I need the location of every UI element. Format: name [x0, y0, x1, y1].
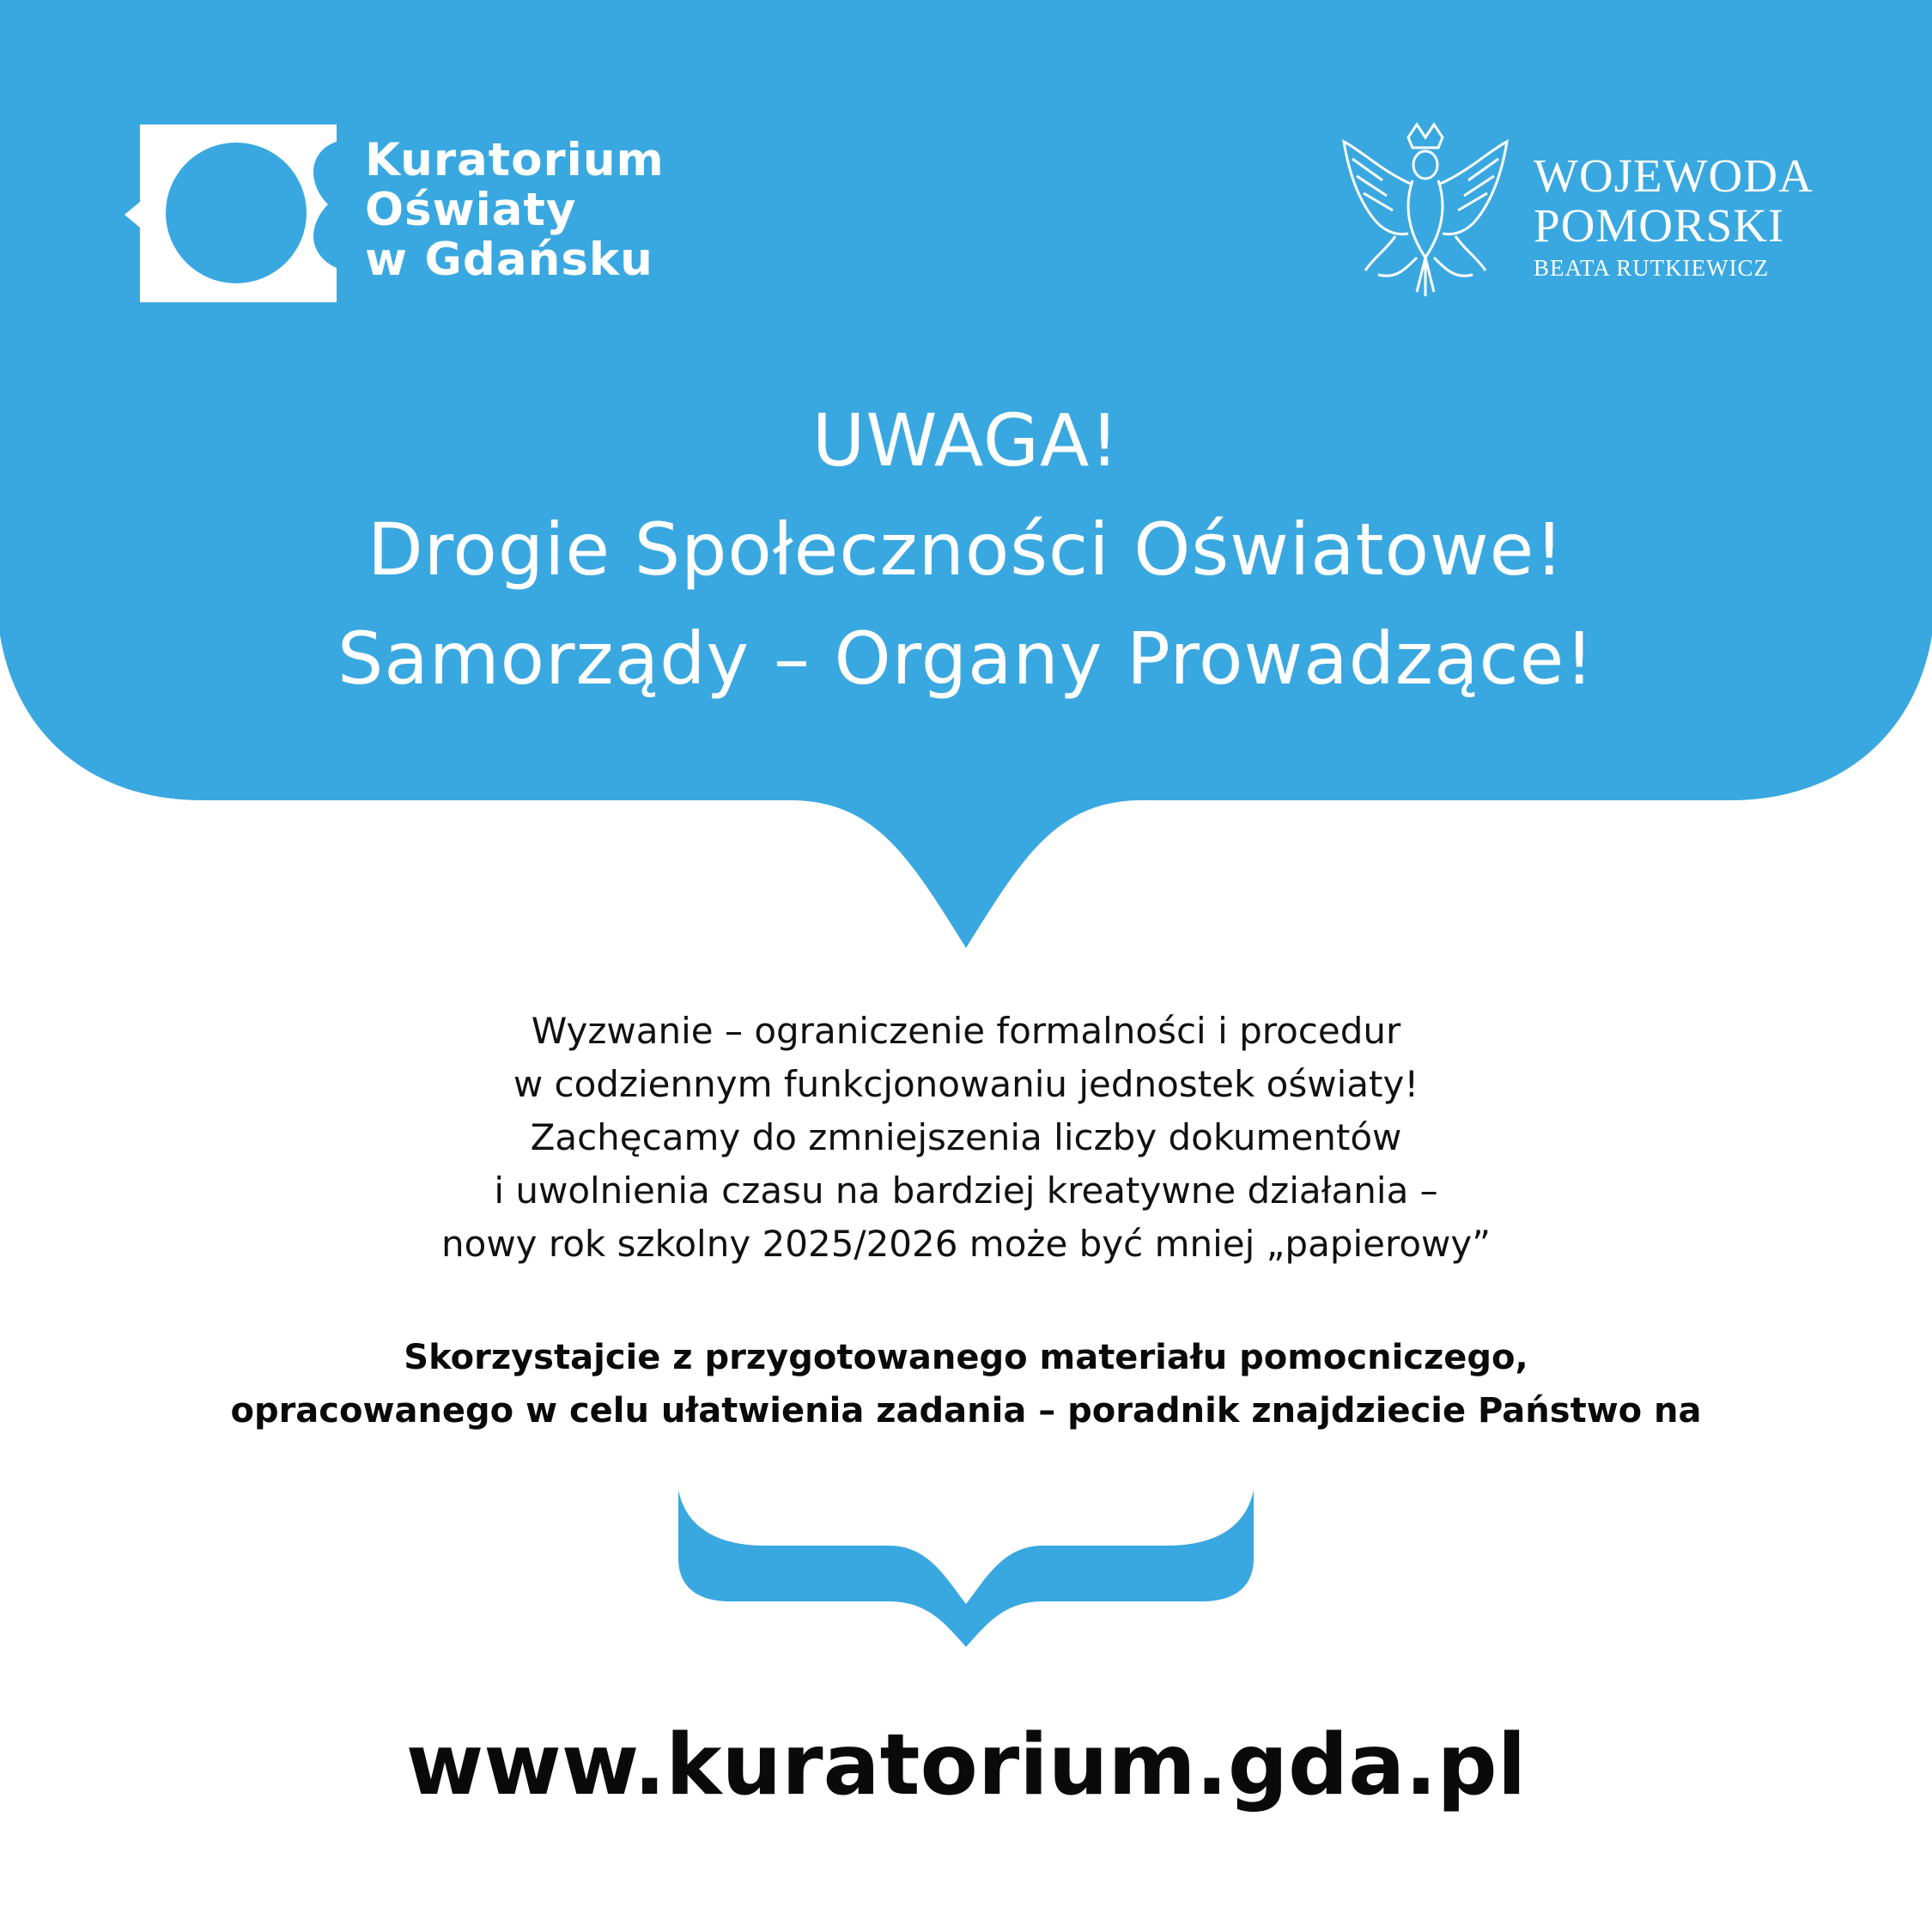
headline-line-2: Drogie Społeczności Oświatowe! [367, 507, 1565, 592]
wojewoda-name: BEATA RUTKIEWICZ [1534, 255, 1770, 281]
website-link[interactable]: www.kuratorium.gda.pl [405, 1716, 1527, 1814]
body-line-2: w codziennym funkcjonowaniu jednostek oświaty! [513, 1063, 1419, 1105]
kuratorium-emblem-icon [125, 125, 337, 302]
brace-divider [678, 1490, 1254, 1647]
body-line-4: i uwolnienia czasu na bardziej kreatywne działania – [494, 1170, 1438, 1212]
kuratorium-line-3: w Gdańsku [365, 234, 653, 286]
body-line-5: nowy rok szkolny 2025/2026 może być mniej „papierowy” [441, 1223, 1491, 1265]
wojewoda-logo-text [1534, 151, 1814, 285]
callout-paragraph [0, 1331, 1932, 1437]
callout-line-2: opracowanego w celu ułatwienia zadania – poradnik znajdziecie Państwo na [230, 1391, 1702, 1431]
headline [0, 386, 1932, 714]
kuratorium-logo-text [365, 136, 726, 285]
headline-line-3: Samorządy – Organy Prowadzące! [337, 617, 1595, 701]
wojewoda-line-1: WOJEWODA [1534, 149, 1814, 202]
body-line-3: Zachęcamy do zmniejszenia liczby dokumentów [530, 1116, 1402, 1158]
kuratorium-line-2: Oświaty [365, 184, 577, 236]
body-line-1: Wyzwanie – ograniczenie formalności i procedur [531, 1010, 1401, 1052]
body-paragraph [0, 1005, 1932, 1271]
kuratorium-line-1: Kuratorium [365, 134, 665, 186]
wojewoda-line-2: POMORSKI [1534, 199, 1785, 252]
callout-line-1: Skorzystajcie z przygotowanego materiału pomocniczego, [404, 1338, 1528, 1377]
headline-line-1: UWAGA! [811, 398, 1121, 483]
